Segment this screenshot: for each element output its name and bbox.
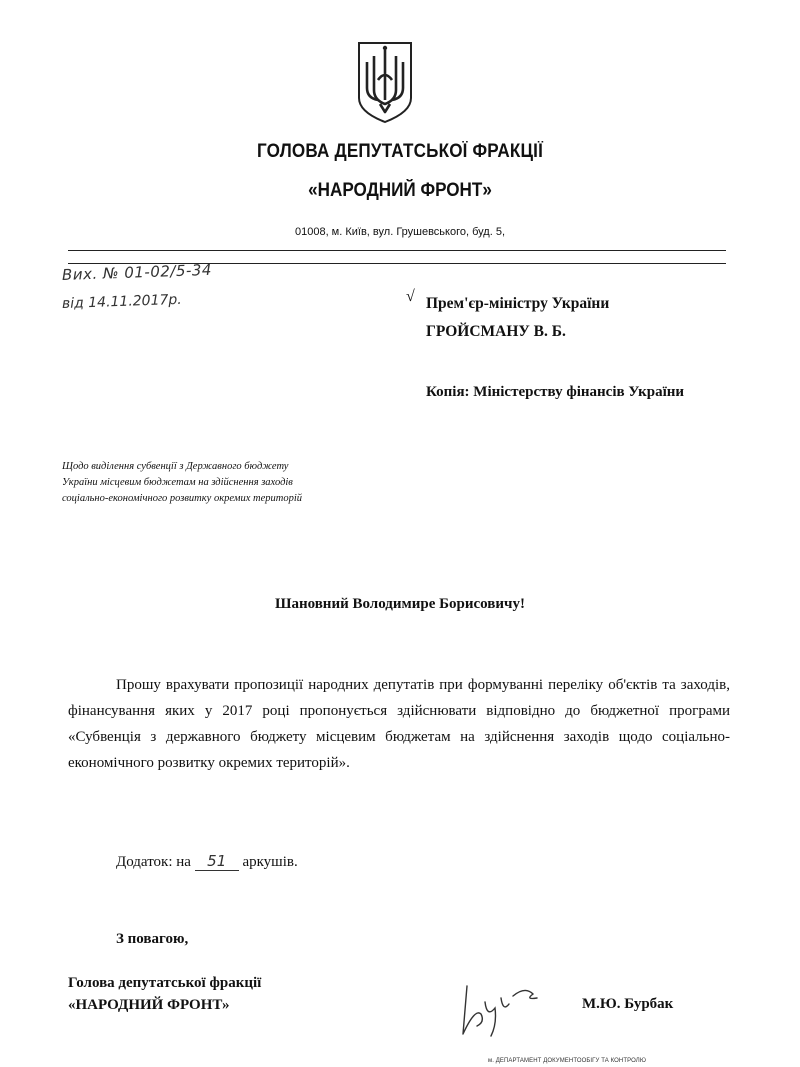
subject-line: соціально-економічного розвитку окремих територій	[62, 493, 303, 504]
attachment-sheet-count: 51	[195, 852, 239, 871]
letterhead-faction-name: «НАРОДНИЙ ФРОНТ»	[308, 180, 492, 201]
letterhead-title: ГОЛОВА ДЕПУТАТСЬКОЇ ФРАКЦІЇ	[256, 141, 544, 162]
header-divider	[68, 250, 726, 251]
attachment-suffix: аркушів.	[242, 854, 298, 870]
letter-body: Прошу врахувати пропозиції народних депутатів при формуванні переліку об'єктів та заходів, фінансування яких у 2017 році пропонується здійснювати відповідно до бюджетної програми «Субвенція з державного бюджету місцевим бюджетам на здійснення заходів щодо соціально-економічного розвитку окремих територій».	[68, 677, 730, 771]
letterhead-address: 01008, м. Київ, вул. Грушевського, буд. 5,	[294, 226, 505, 238]
signatory-name: М.Ю. Бурбак	[582, 996, 674, 1012]
recipient-position: Прем'єр-міністру України	[426, 295, 610, 312]
handwritten-signature	[455, 978, 545, 1040]
subject-block	[62, 459, 422, 507]
registration-stamp-text: м. ДЕПАРТАМЕНТ ДОКУМЕНТООБІГУ ТА КОНТРОЛЮ	[488, 1058, 646, 1064]
handwritten-date: від 14.11.2017р.	[61, 291, 182, 312]
signatory-position: Голова депутатської фракції	[68, 975, 262, 991]
signatory-title	[68, 972, 261, 1016]
recipient-block	[426, 290, 609, 346]
attachment-line	[116, 852, 298, 871]
closing: З повагою,	[116, 931, 189, 947]
trident-emblem-icon	[356, 40, 414, 124]
subject-line: України місцевим бюджетам на здійснення заходів	[62, 477, 293, 488]
signatory-faction: «НАРОДНИЙ ФРОНТ»	[68, 997, 230, 1013]
attachment-prefix: Додаток: на	[116, 854, 191, 870]
recipient-name: ГРОЙСМАНУ В. Б.	[426, 323, 566, 340]
subject-line: Щодо виділення субвенції з Державного бюджету	[62, 461, 289, 472]
check-mark: √	[406, 288, 415, 305]
handwritten-outgoing-number: Вих. № 01-02/5-34	[61, 260, 213, 284]
copy-to: Копія: Міністерству фінансів України	[426, 384, 685, 400]
salutation: Шановний Володимире Борисовичу!	[274, 596, 526, 612]
